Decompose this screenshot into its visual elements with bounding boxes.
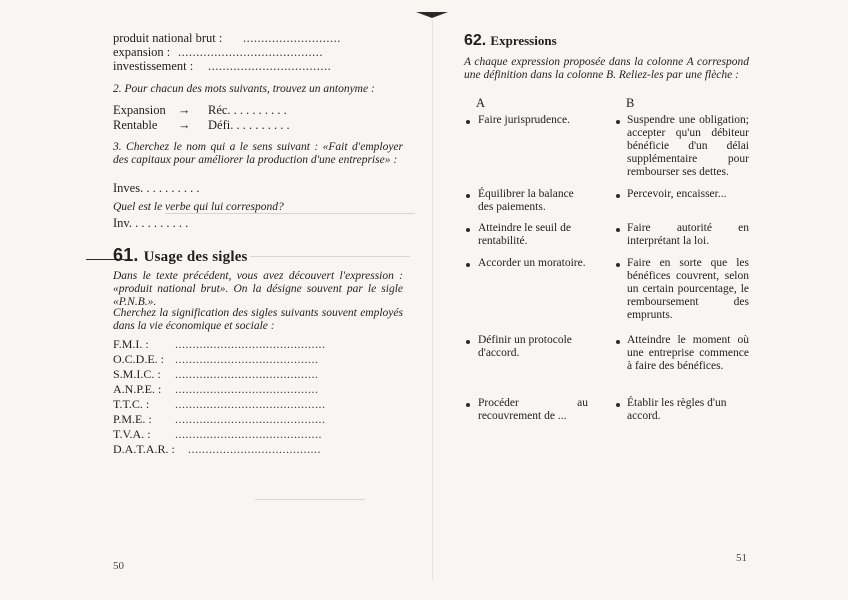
sigle-row [113,412,326,427]
fill-line-dots: ........................... [243,31,341,45]
fill-line-label: investissement : [113,59,194,73]
bullet-b[interactable] [616,340,620,344]
bullet-b[interactable] [616,228,620,232]
sigle-dots: ......................................... [175,367,319,381]
sigle-dots: ........................................... [175,397,326,411]
column-b-item: Suspendre une obligation; accepter qu'un débiteur bénéficie d'un délai supplémentaire pour rembourser ses dettes. [627,114,749,178]
bullet-b[interactable] [616,194,620,198]
column-b-item: Atteindre le moment où une entreprise commence à faire des bénéfices. [627,334,749,372]
sigle-row [113,442,321,457]
column-b-item: Établir les règles d'un accord. [627,397,727,422]
column-b-item: Percevoir, encaisser... [627,188,727,200]
column-a-item: Équilibrer la balance des paiements. [478,188,574,213]
antonym-row [113,118,157,133]
sigle-dots: ...................................... [188,442,321,456]
bullet-a[interactable] [466,120,470,124]
antonym-word: Expansion [113,103,166,117]
section-61-heading [113,245,248,266]
arrow-icon: → [178,103,191,117]
fill-line-dots: ........................................ [178,45,323,59]
antonym-answer: Défi. . . . . . . . . . [208,118,290,132]
bullet-a[interactable] [466,194,470,198]
antonym-row [113,103,166,118]
right-page [424,0,848,600]
section-number: 62. [464,32,487,49]
sigle-dots: ......................................... [175,352,319,366]
column-a-item: Accorder un moratoire. [478,257,586,269]
sigle-abbr: T.T.C. : [113,397,150,411]
column-a-header: A [476,96,486,110]
q3-answer: Inves. . . . . . . . . . [113,181,200,195]
page-number-right: 51 [736,552,747,564]
column-b-item: Faire autorité en interprétant la loi. [627,222,749,247]
fill-line-investissement [113,59,332,74]
sigle-abbr: F.M.I. : [113,337,149,351]
q3-verb-prompt: Quel est le verbe qui lui correspond? [113,201,284,213]
arrow-icon: → [178,118,191,132]
fill-line-dots: .................................. [208,59,332,73]
sigle-row [113,352,319,367]
sigle-row [113,397,326,412]
bullet-a[interactable] [466,403,470,407]
scan-smudge [165,213,415,214]
section-61-instruction: Cherchez la signification des sigles suivants souvent employés dans la vie économique et sociale : [113,307,403,332]
bullet-a[interactable] [466,340,470,344]
sigle-dots: .......................................... [175,427,322,441]
section-number: 61. [113,245,139,265]
sigle-dots: ........................................... [175,412,326,426]
sigle-abbr: O.C.D.E. : [113,352,164,366]
fill-line-expansion [113,45,323,60]
fill-line-label: expansion : [113,45,171,59]
section-title: Usage des sigles [143,249,248,265]
fill-line-label: produit national brut : [113,31,223,45]
antonym-word: Rentable [113,118,158,132]
section-title: Expressions [490,33,557,48]
fill-line-pnb [113,31,341,46]
q2-prompt: 2. Pour chacun des mots suivants, trouvez un antonyme : [113,83,375,95]
antonym-answer: Réc. . . . . . . . . . [208,103,287,117]
sigle-row [113,367,319,382]
column-a-item: Atteindre le seuil de rentabilité. [478,222,571,247]
q3-prompt: 3. Cherchez le nom qui a le sens suivant : «Fait d'employer des capitaux pour améliorer la production d'une entreprise» : [113,141,403,166]
sigle-abbr: D.A.T.A.R. : [113,442,175,456]
sigle-abbr: A.N.P.E. : [113,382,162,396]
sigle-abbr: S.M.I.C. : [113,367,161,381]
page-number-left: 50 [113,560,124,572]
sigle-dots: ......................................... [175,382,319,396]
sigle-row [113,382,319,397]
bullet-b[interactable] [616,120,620,124]
column-b-header: B [626,96,635,110]
bullet-b[interactable] [616,263,620,267]
bullet-a[interactable] [466,263,470,267]
section-61-intro: Dans le texte précédent, vous avez découvert l'expression : «produit national brut». On la désigne souvent par le sigle «P.N.B.». [113,270,403,308]
section-62-heading [464,32,557,50]
section-62-instruction: A chaque expression proposée dans la colonne A correspond une définition dans la colonne B. Reliez-les par une flèche : [464,56,749,81]
sigle-dots: ........................................... [175,337,326,351]
column-a-item: Procéder au recouvrement de ... [478,397,588,422]
bullet-a[interactable] [466,228,470,232]
column-a-item: Définir un protocole d'accord. [478,334,572,359]
column-b-item: Faire en sorte que les bénéfices couvrent, selon un certain pourcentage, le remboursement des emprunts. [627,257,749,321]
q3-verb-answer: Inv. . . . . . . . . . [113,216,189,230]
sigle-abbr: P.M.E. : [113,412,152,426]
bullet-b[interactable] [616,403,620,407]
sigle-row [113,337,326,352]
column-a-item: Faire jurisprudence. [478,114,570,126]
sigle-abbr: T.V.A. : [113,427,151,441]
scan-smudge [250,256,410,257]
sigle-row [113,427,322,442]
scan-smudge [255,499,365,500]
